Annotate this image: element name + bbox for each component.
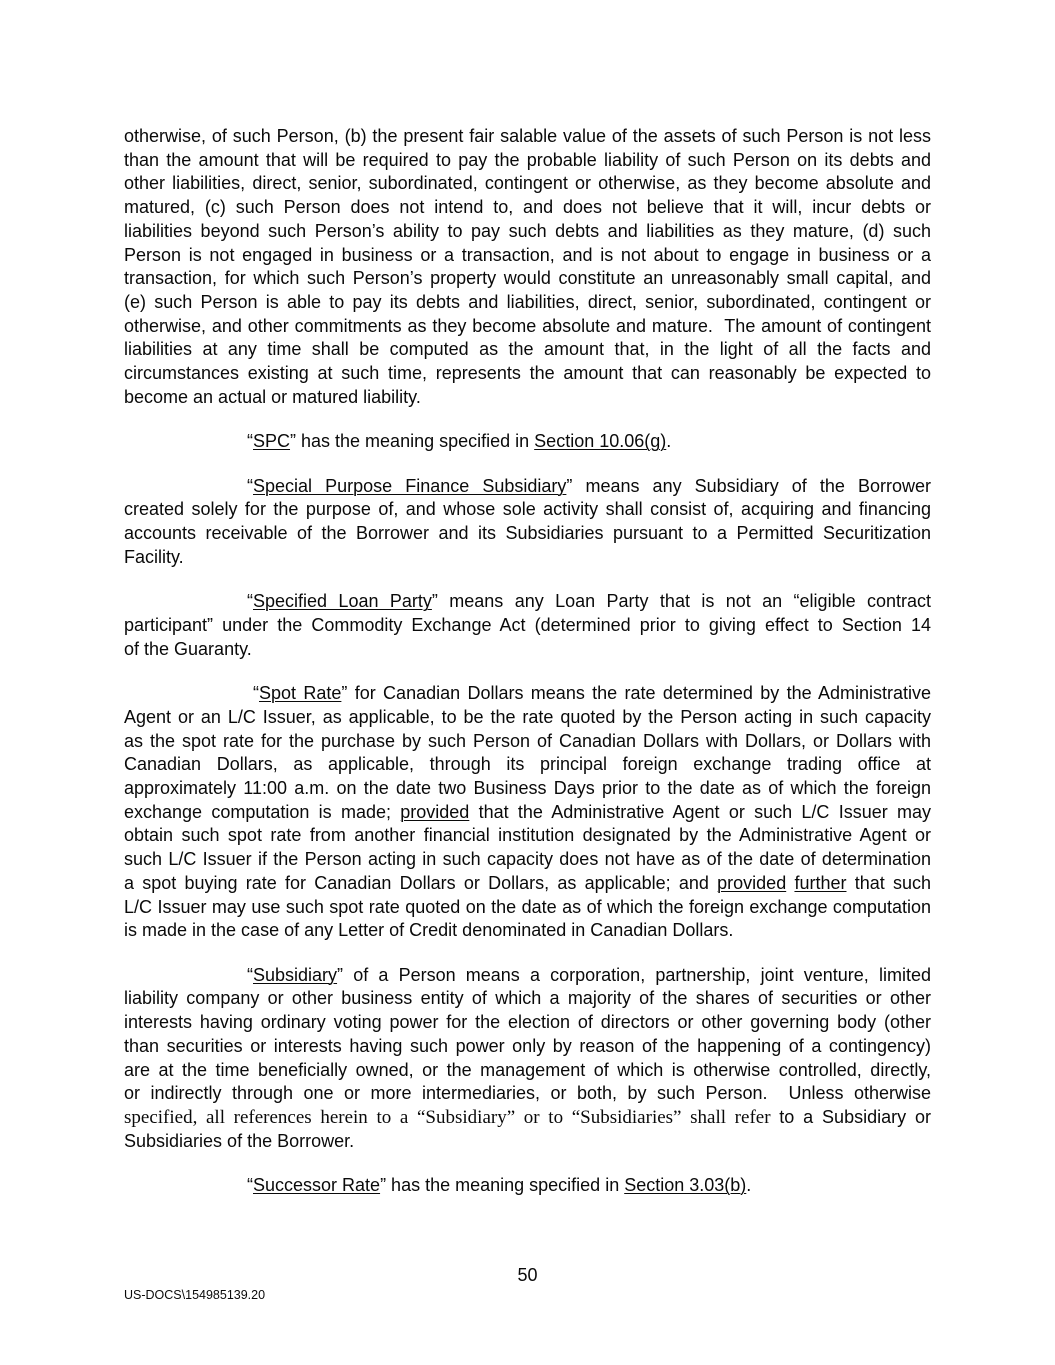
defined-term: Successor Rate xyxy=(253,1175,381,1196)
text-run: created solely for the purpose of, and whose sole activity shall consist of, acquiring and financing xyxy=(124,499,931,520)
section-reference: Section 10.06(g) xyxy=(534,431,667,452)
text-run: ” for Canadian Dollars means the rate determined by the Administrative xyxy=(341,683,931,704)
quote-mark: “ xyxy=(247,1175,253,1196)
text-run: that such xyxy=(846,872,932,893)
text-line xyxy=(124,777,931,801)
text-line xyxy=(124,730,931,754)
text-line xyxy=(124,196,931,220)
proviso-keyword: provided xyxy=(717,872,787,893)
text-line xyxy=(124,1082,931,1106)
text-run: accounts receivable of the Borrower and its Subsidiaries pursuant to a Permitted Securitization xyxy=(124,523,931,544)
definition-subsidiary xyxy=(124,964,931,1154)
text-run: of the Guaranty. xyxy=(124,638,252,659)
text-line xyxy=(124,848,931,872)
text-line xyxy=(124,125,931,149)
text-line xyxy=(124,1059,931,1083)
defined-term: Specified Loan Party xyxy=(253,591,432,612)
text-line xyxy=(124,1174,931,1198)
text-line xyxy=(124,362,931,386)
text-run: to a Subsidiary or xyxy=(779,1107,932,1128)
text-run: Canadian Dollars, as applicable, through its principal foreign exchange trading office at xyxy=(124,754,931,775)
text-line xyxy=(124,475,931,499)
text-run: Agent or an L/C Issuer, as applicable, to be the rate quoted by the Person acting in such capacity xyxy=(124,706,931,727)
text-run: otherwise, and other commitments as they become absolute and mature. The amount of contingent xyxy=(124,315,931,336)
text-line xyxy=(124,801,931,825)
text-run: such L/C Issuer if the Person acting in such capacity does not have as of the date of determination xyxy=(124,849,931,870)
text-line xyxy=(124,590,931,614)
text-line xyxy=(124,522,931,546)
text-line xyxy=(124,386,931,410)
text-run: ” of a Person means a corporation, partnership, joint venture, limited xyxy=(337,964,931,985)
text-run: approximately 11:00 a.m. on the date two Business Days prior to the date as of which the foreign xyxy=(124,778,931,798)
definition-special-purpose-finance-subsidiary xyxy=(124,475,931,570)
text-line xyxy=(124,706,931,730)
text-run: (e) such Person is able to pay its debts and liabilities, direct, senior, subordinated, contingent or xyxy=(124,292,931,313)
text-run: . xyxy=(666,431,672,452)
text-run: matured, (c) such Person does not intend to, and does not believe that it will, incur debts or xyxy=(124,197,931,218)
text-line xyxy=(124,896,931,920)
definition-successor-rate xyxy=(124,1174,931,1198)
defined-term: SPC xyxy=(253,431,291,452)
text-run: ” has the meaning specified in xyxy=(380,1175,625,1196)
text-run: become an actual or matured liability. xyxy=(124,386,421,407)
page-number: 50 xyxy=(517,1265,538,1285)
text-run: liability company or other business entity of which a majority of the shares of securities or other xyxy=(124,988,931,1009)
text-line xyxy=(124,1130,931,1154)
text-line xyxy=(124,919,931,943)
text-run: as the spot rate for the purchase by such Person of Canadian Dollars with Dollars, or Dollars with xyxy=(124,730,931,751)
text-run: ” means any Loan Party that is not an “eligible contract xyxy=(431,591,932,612)
proviso-keyword: further xyxy=(794,872,847,893)
serif-text-run: specified, all references herein to a “Subsidiary” or to “Subsidiaries” shall refer xyxy=(124,1107,780,1129)
text-line xyxy=(124,430,931,454)
proviso-keyword: provided xyxy=(400,801,470,822)
text-line xyxy=(124,1106,931,1130)
defined-term: Subsidiary xyxy=(253,964,338,985)
text-run: is made in the case of any Letter of Credit denominated in Canadian Dollars. xyxy=(124,920,734,941)
text-run: than the amount that will be required to pay the probable liability of such Person on its debts and xyxy=(124,149,931,170)
text-line xyxy=(124,172,931,196)
text-run: or indirectly through one or more intermediaries, or both, by such Person. Unless otherwise xyxy=(124,1083,931,1104)
quote-mark: “ xyxy=(247,431,253,452)
document-id: US-DOCS\154985139.20 xyxy=(124,1288,266,1302)
quote-mark: “ xyxy=(247,964,253,985)
text-run: that the Administrative Agent or such L/C Issuer may xyxy=(469,801,932,822)
text-run: obtain such spot rate from another financial institution designated by the Administrative Agent or xyxy=(124,825,931,846)
text-line xyxy=(124,546,931,570)
definition-specified-loan-party xyxy=(124,590,931,661)
text-run: other liabilities, direct, senior, subordinated, contingent or otherwise, as they become absolute and xyxy=(124,173,931,194)
quote-mark: “ xyxy=(247,475,253,496)
text-line xyxy=(124,824,931,848)
text-run: L/C Issuer may use such spot rate quoted on the date as of which the foreign exchange computation xyxy=(124,896,931,917)
text-run: ” means any Subsidiary of the Borrower xyxy=(566,475,931,496)
paragraph-solvency-continuation xyxy=(124,125,931,410)
text-run: Subsidiaries of the Borrower. xyxy=(124,1130,355,1151)
text-line xyxy=(124,638,931,662)
text-run: transaction, for which such Person’s property would constitute an unreasonably small capital, and xyxy=(124,268,931,289)
definition-spc xyxy=(124,430,931,454)
text-run: Person is not engaged in business or a transaction, and is not about to engage in business or a xyxy=(124,244,931,265)
text-run: interests having ordinary voting power for the election of directors or other governing body (other xyxy=(124,1012,931,1033)
document-body xyxy=(124,125,931,1219)
text-line xyxy=(124,682,931,706)
text-run: otherwise, of such Person, (b) the present fair salable value of the assets of such Person is not less xyxy=(124,126,931,146)
text-line xyxy=(124,987,931,1011)
text-run: a spot buying rate for Canadian Dollars or Dollars, as applicable; and xyxy=(124,872,718,893)
quote-mark: “ xyxy=(253,683,259,704)
text-run: liabilities beyond such Person’s ability to pay such debts and liabilities as they mature, (d) such xyxy=(124,220,931,241)
text-line xyxy=(124,338,931,362)
text-line xyxy=(124,267,931,291)
text-line xyxy=(124,872,931,896)
defined-term: Special Purpose Finance Subsidiary xyxy=(253,475,567,496)
text-run: Facility. xyxy=(124,546,184,567)
defined-term: Spot Rate xyxy=(259,683,342,704)
text-run: ” has the meaning specified in xyxy=(290,431,535,452)
text-line xyxy=(124,220,931,244)
text-line xyxy=(124,244,931,268)
text-line xyxy=(124,291,931,315)
definition-spot-rate xyxy=(124,682,931,943)
text-run: participant” under the Commodity Exchange Act (determined prior to giving effect to Section 14 xyxy=(124,615,931,635)
text-line xyxy=(124,614,931,638)
text-line xyxy=(124,1035,931,1059)
section-reference: Section 3.03(b) xyxy=(624,1175,747,1196)
text-run: than securities or interests having such power only by reason of the happening of a contingency) xyxy=(124,1035,931,1056)
text-line xyxy=(124,149,931,173)
text-line xyxy=(124,498,931,522)
text-line xyxy=(124,964,931,988)
text-line xyxy=(124,1011,931,1035)
text-run: are at the time beneficially owned, or the management of which is otherwise controlled, directly, xyxy=(124,1059,931,1080)
text-line xyxy=(124,315,931,339)
text-run: liabilities at any time shall be computed as the amount that, in the light of all the facts and xyxy=(124,339,931,360)
text-run: circumstances existing at such time, represents the amount that can reasonably be expected to xyxy=(124,363,931,384)
text-run: exchange computation is made; xyxy=(124,801,401,822)
text-run: . xyxy=(746,1175,752,1196)
quote-mark: “ xyxy=(247,591,253,612)
text-line xyxy=(124,753,931,777)
